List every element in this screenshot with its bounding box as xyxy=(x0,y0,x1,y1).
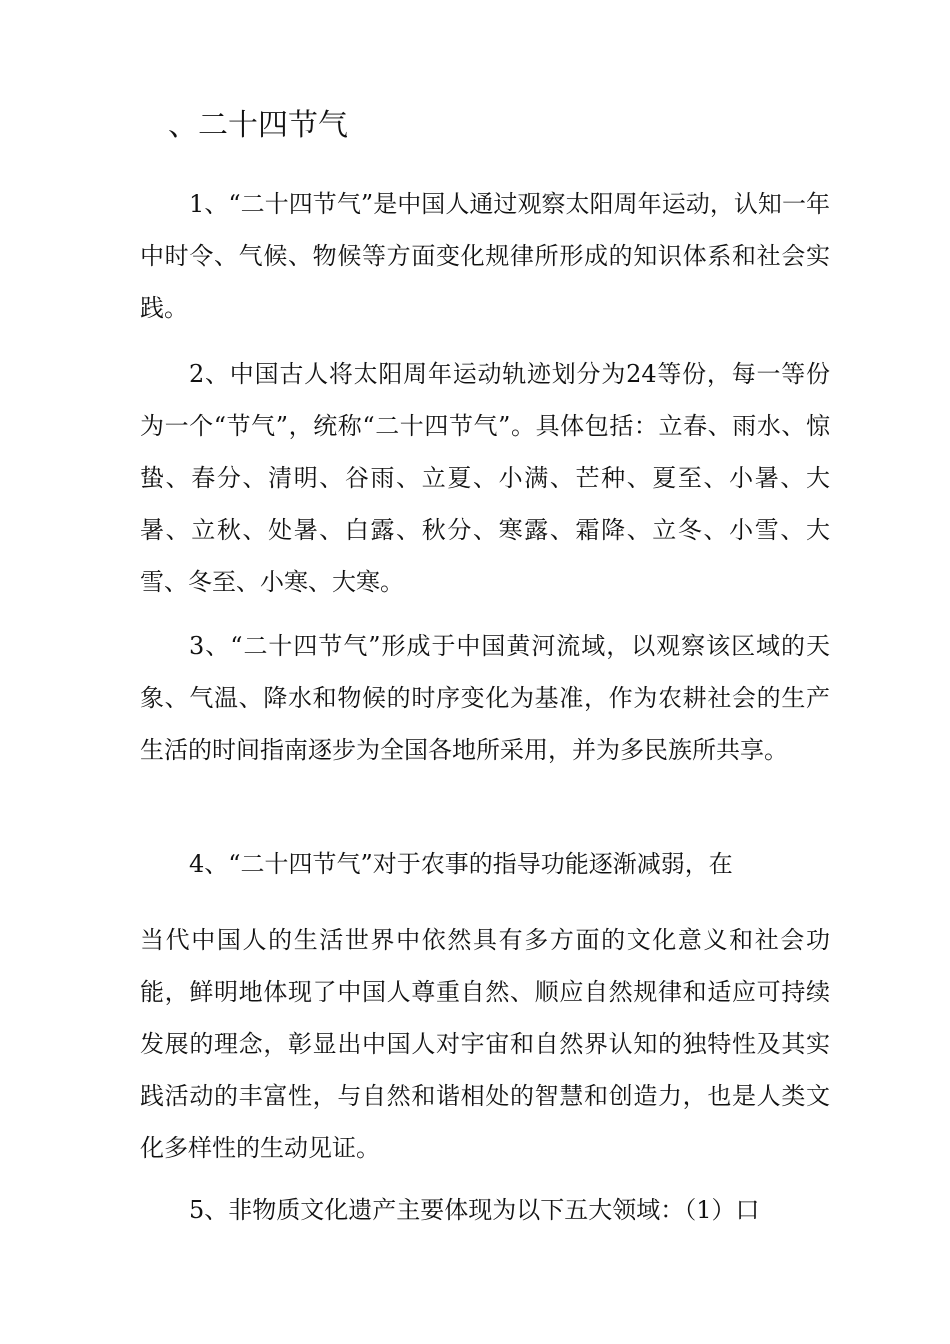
paragraph-4-continuation: 当代中国人的生活世界中依然具有多方面的文化意义和社会功能，鲜明地体现了中国人尊重自然、顺应自然规律和适应可持续发展的理念，彰显出中国人对宇宙和自然界认知的独特性及其实践活动的丰富性，与自然和谐相处的智慧和创造力，也是人类文化多样性的生动见证。 xyxy=(140,926,830,1162)
paragraph-5: 5、非物质文化遗产主要体现为以下五大领域：（1）口 xyxy=(189,1196,760,1224)
paragraph-3: 3、“二十四节气”形成于中国黄河流域，以观察该区域的天象、气温、降水和物候的时序变化为基准，作为农耕社会的生产生活的时间指南逐步为全国各地所采用，并为多民族所共享。 xyxy=(140,632,830,764)
paragraph-4-first-line: 4、“二十四节气”对于农事的指导功能逐渐减弱，在 xyxy=(189,850,733,878)
section-heading: 、二十四节气 xyxy=(168,108,348,143)
paragraph-2: 2、中国古人将太阳周年运动轨迹划分为24等份，每一等份为一个“节气”，统称“二十四节气”。具体包括：立春、雨水、惊蛰、春分、清明、谷雨、立夏、小满、芒种、夏至、小暑、大暑、立秋、处暑、白露、秋分、寒露、霜降、立冬、小雪、大雪、冬至、小寒、大寒。 xyxy=(140,360,830,596)
paragraph-1: 1、“二十四节气”是中国人通过观察太阳周年运动，认知一年中时令、气候、物候等方面变化规律所形成的知识体系和社会实践。 xyxy=(140,190,830,322)
